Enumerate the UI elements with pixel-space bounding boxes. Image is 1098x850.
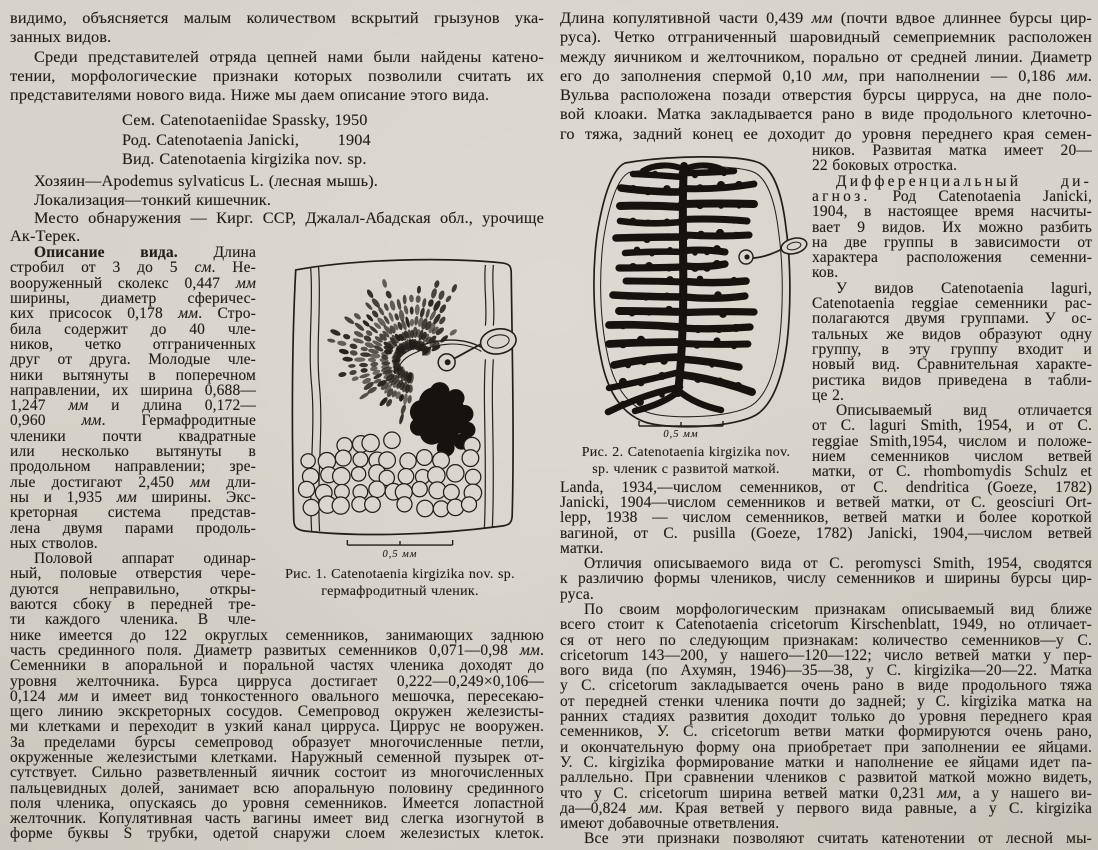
text-line: це 2. xyxy=(812,386,845,404)
text-line: к различию формы члеников, числу семенников и ширины бурсы цир- xyxy=(560,570,1092,588)
text-line: или несколько вытянуты в xyxy=(10,443,256,461)
figure1-drawing xyxy=(256,245,544,561)
text-line: нием семенников числом ветвей xyxy=(812,448,1092,466)
text-line: поля членика, опускаясь до уровня семенников. Имеется лопастной xyxy=(10,794,544,812)
text-line: Описываемый вид отличается xyxy=(836,402,1092,420)
text-line: ных стволов. xyxy=(10,534,98,552)
text-line: ких присосок 0,178 мм. Стро- xyxy=(10,305,256,323)
text-line: вого вида (по Ахумян, 1946)—35—38, у C. kirgizika—20—22. Матка xyxy=(560,662,1092,680)
figure2-scale-label: 0,5 мм xyxy=(663,429,699,440)
text-line: У. C. kirgizika формирование матки и наполнение ее яйцами идет па- xyxy=(560,753,1092,771)
diagnosis-with-figure2 xyxy=(560,143,1092,480)
left-column xyxy=(10,8,544,842)
text-line: ранних стадиях развития доходит только до уровня переднего края xyxy=(560,708,1092,726)
text-line: семенников, У. C. cricetorum ветви матки формируются очень рано, xyxy=(560,723,1092,741)
text-line: sp. членик с развитой маткой. xyxy=(592,461,780,477)
text-line: стробил от 3 до 5 см. Не- xyxy=(10,259,256,277)
text-line: ков. xyxy=(812,264,839,282)
text-line: Локализация—тонкий кишечник. xyxy=(34,189,272,209)
text-line: Janicki, 1904—числом семенников и ветвей матки, от C. geosciuri Ort- xyxy=(560,493,1092,511)
text-line: ми клетками и переходит в узкий канал цирруса. Циррус не вооружен. xyxy=(10,718,544,736)
text-line: и окончательную форму она приобретает при заполнении ее яйцами. xyxy=(560,738,1092,756)
text-line: 0,124 мм и имеет вид тонкостенного овального мешочка, пересекаю- xyxy=(10,687,544,705)
text-line: членики почти квадратные xyxy=(10,427,256,445)
text-line: Хозяин—Apodemus sylvaticus L. (лесная мышь). xyxy=(34,171,378,191)
species-description-wide-lines xyxy=(10,628,544,842)
text-line: уровня желточника. Бурса цирруса достигает 0,222—0,249×0,106— xyxy=(10,672,544,690)
text-line: группу, в эту группу входит и xyxy=(812,340,1092,358)
text-line: что у C. cricetorum ширина ветвей матки 0,231 мм, а у нашего ви- xyxy=(560,784,1092,802)
text-line: от передней стенки членика почти до задней; у C. kirgizika матка на xyxy=(560,692,1092,710)
text-line: новый вид. Сравнительная характе- xyxy=(812,356,1092,374)
text-line: Рис. 2. Catenotaenia kirgizika nov. xyxy=(581,445,791,461)
text-line: Длина копулятивной части 0,439 мм (почти вдвое длиннее бурсы цир- xyxy=(560,8,1093,27)
text-line: Ак-Терек. xyxy=(10,225,81,245)
text-line: У видов Catenotaenia laguri, xyxy=(836,279,1092,297)
text-line: гермафродитный членик. xyxy=(321,583,479,599)
species-description-narrow-lines xyxy=(10,245,256,627)
text-line: Сем. Catenotaeniidae Spassky, 1950 xyxy=(122,110,368,130)
text-line: окруженные железистыми клетками. Наружный семенной пузырек от- xyxy=(10,748,544,766)
text-line: Описание вида. Длина xyxy=(34,244,256,262)
text-line: За пределами бурсы семепровод образует многочисленные петли, xyxy=(10,733,544,751)
text-line: друг от друга. Молодые чле- xyxy=(10,351,256,369)
text-line: вооруженный сколекс 0,447 мм xyxy=(10,274,256,292)
text-line: матки. xyxy=(560,539,604,557)
text-line: да—0,824 мм. Края ветвей у первого вида равные, а у C. kirgizika xyxy=(560,799,1092,817)
text-line: раллельно. При сравнении члеников с развитой маткой можно видеть, xyxy=(560,769,1092,787)
figure2-drawing xyxy=(561,143,811,439)
text-line: продольном направлении; зре- xyxy=(10,458,256,476)
text-line: Landa, 1934,—числом семенников, от C. dendritica (Goeze, 1782) xyxy=(560,478,1092,496)
text-line: lepp, 1938 — числом семенников, ветвей матки и более короткой xyxy=(560,509,1092,527)
text-line: 22 боковых отростка. xyxy=(812,157,958,175)
text-line: Catenotaenia reggiae семенники рас- xyxy=(812,295,1092,313)
text-line: По своим морфологическим признакам описываемый вид ближе xyxy=(584,600,1092,618)
right-column xyxy=(560,8,1092,847)
text-line: между яичником и желточником, порально от средней линии. Диаметр xyxy=(560,46,1092,66)
text-line: ны и 1,935 мм ширины. Экс- xyxy=(10,488,256,506)
text-line: ширины, диаметр сферичес- xyxy=(10,290,256,308)
text-line: видимо, объясняется малым количеством вскрытий грызунов ука- xyxy=(10,8,544,27)
text-line: Дифференциальный ди- xyxy=(836,172,1092,190)
right-top-paragraph xyxy=(560,8,1092,143)
text-line: вает 9 видов. Их можно разбить xyxy=(812,218,1092,236)
figure1 xyxy=(256,245,544,600)
text-line: вагиной, от C. pusilla (Goeze, 1782) Janicki, 1904,—числом ветвей xyxy=(560,524,1092,542)
text-line: руса). Четко отграниченный шаровидный семеприемник расположен xyxy=(560,27,1092,47)
text-line: Вульва расположена позади отверстия бурсы цирруса, на дне поло- xyxy=(560,85,1092,105)
figure1-caption xyxy=(256,567,544,600)
text-line: щего линию экскреторных сосудов. Семепровод окружен железисты- xyxy=(10,703,544,721)
text-line: го тяжа, задний конец ее доходит до уровня переднего края семен- xyxy=(560,123,1092,143)
text-line: занных видов. xyxy=(10,27,112,47)
text-line: 1,247 мм и длина 0,172— xyxy=(10,397,257,415)
text-line: у C. cricetorum закладывается очень рано в виде продольного тяжа xyxy=(560,677,1092,695)
text-line: ти каждого членика. В чле- xyxy=(10,611,256,629)
text-line: матки, от C. rhombomydis Schulz et xyxy=(812,463,1092,481)
description-with-figure1 xyxy=(10,245,544,627)
text-line: ников, четко отграниченных xyxy=(10,335,256,353)
text-line: желточник. Копулятивная часть вагины имеет вид слегка изогнутой в xyxy=(10,810,544,828)
text-line: лые достигают 2,450 мм дли- xyxy=(10,473,256,491)
text-line: cricetorum 143—200, у нашего—120—122; число ветвей матки у пер- xyxy=(560,646,1092,664)
text-line: на две группы в зависимости от xyxy=(812,233,1092,251)
text-line: сутствует. Сильно разветвленный яичник состоит из многочисленных xyxy=(10,764,544,782)
text-line: характера расположения семенни- xyxy=(812,249,1092,267)
text-line: тении, морфологические признаки которых позволили считать их xyxy=(10,65,544,85)
text-line: Место обнаружения — Кирг. ССР, Джалал-Абадская обл., урочище xyxy=(34,207,544,227)
text-line: направлении, их ширина 0,688— xyxy=(10,381,256,399)
text-line: нике имеется до 122 округлых семенников, занимающих заднюю xyxy=(10,626,544,644)
text-line: ристика видов приведена в табли- xyxy=(812,371,1092,389)
text-line: лена двумя парами продоль- xyxy=(10,519,256,537)
text-line: ваются сбоку в передней тре- xyxy=(10,596,256,614)
text-line: Род. Catenotaenia Janicki, 1904 xyxy=(122,129,371,149)
text-line: руса. xyxy=(560,585,594,603)
figure2 xyxy=(560,143,812,478)
text-line: 1904, в настоящее время насчиты- xyxy=(812,203,1092,221)
text-line: 0,960 мм. Гермафродитные xyxy=(10,412,256,430)
text-line: ники вытянуты в поперечном xyxy=(10,366,256,384)
text-line: reggiae Smith,1954, числом и положе- xyxy=(812,432,1092,450)
text-line: Семенники в апоральной и поральной частях членика доходят до xyxy=(10,657,544,675)
text-line: полагаются двумя группами. У ос- xyxy=(812,310,1092,328)
text-line: вой клоаки. Матка закладывается рано в виде продольного клеточно- xyxy=(560,104,1092,124)
text-line: тальных же видов образуют одну xyxy=(812,325,1092,343)
text-line: дуются неправильно, откры- xyxy=(10,580,256,598)
text-line: от C. laguri Smith, 1954, и от C. xyxy=(812,417,1092,435)
text-line: Среди представителей отряда цепней нами были найдены катено- xyxy=(34,46,544,66)
text-line: ся от него по следующим признакам: количество семенников—у C. xyxy=(560,631,1092,649)
text-line: креторная система представ- xyxy=(10,504,256,522)
figure2-caption xyxy=(560,445,812,478)
intro-paragraphs xyxy=(10,8,544,104)
figure1-scale-label: 0,5 мм xyxy=(382,549,418,561)
right-bottom-paragraphs xyxy=(560,480,1092,847)
taxonomy-block xyxy=(10,110,544,168)
text-line: ников. Развитая матка имеет 20— xyxy=(812,142,1092,160)
text-line: его до заполнения спермой 0,10 мм, при наполнении — 0,186 мм. xyxy=(560,65,1092,85)
text-line: Рис. 1. Catenotaenia kirgizika nov. sp. xyxy=(285,567,515,583)
differential-diagnosis-lines xyxy=(812,143,1092,480)
text-line: ный, половые отверстия чере- xyxy=(10,565,256,583)
text-line: представителями нового вида. Ниже мы даем описание этого вида. xyxy=(10,85,490,105)
text-line: била содержит до 40 чле- xyxy=(10,320,256,338)
host-locality-paragraphs xyxy=(10,172,544,245)
text-line: Все эти признаки позволяют считать катенотении от лесной мы- xyxy=(584,830,1092,848)
text-line: Отличия описываемого вида от C. peromysci Smith, 1954, сводятся xyxy=(584,555,1092,573)
text-line: Вид. Catenotaenia kirgizika nov. sp. xyxy=(122,149,367,169)
text-line: форме буквы S трубки, одетой снаружи слоем железистых клеток. xyxy=(10,825,544,843)
text-line: агноз. Род Catenotaenia Janicki, xyxy=(812,187,1092,205)
text-line: пальцевидных долей, занимает всю апоральную половину срединного xyxy=(10,779,544,797)
text-line: Половой аппарат одинар- xyxy=(34,550,256,568)
text-line: имеют добавочные ответвления. xyxy=(560,815,780,833)
text-line: всего стоит к Catenotaenia cricetorum Kirschenblatt, 1949, но отличает- xyxy=(560,616,1092,634)
text-line: часть срединного поля. Диаметр развитых семенников 0,071—0,98 мм. xyxy=(10,641,544,659)
